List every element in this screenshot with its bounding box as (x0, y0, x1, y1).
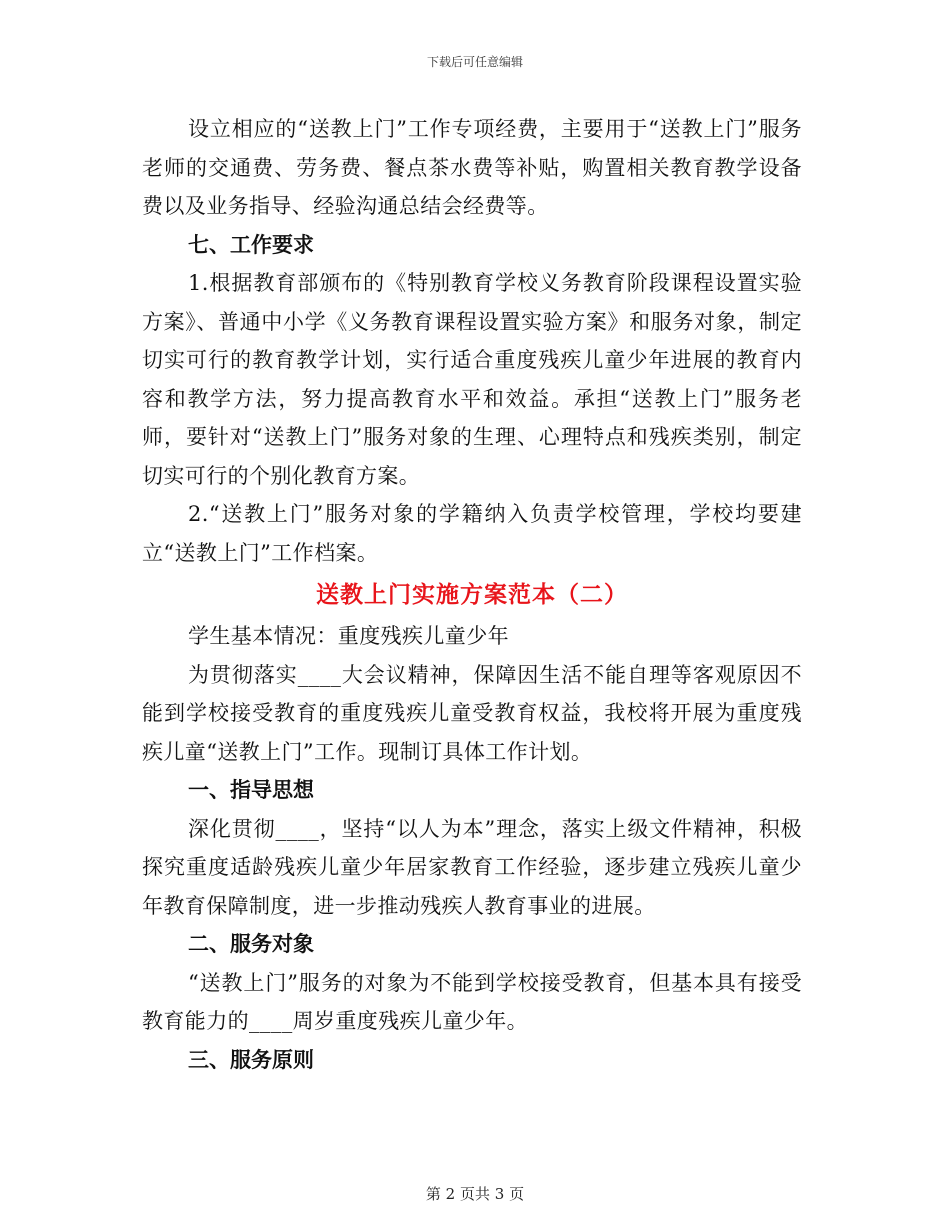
section-heading-service-targets: 二、服务对象 (188, 932, 314, 956)
paragraph-requirement-1: 1.根据教育部颁布的《特别教育学校义务教育阶段课程设置实验方案》、普通中小学《义务教育课程设置实验方案》和服务对象，制定切实可行的教育教学计划，实行适合重度残疾儿童少年进展的教育内容和教学方法，努力提高教育水平和效益。承担“送教上门”服务老师，要针对“送教上门”服务对象的生理、心理特点和残疾类别，制定切实可行的个别化教育方案。 (142, 271, 802, 488)
paragraph-service-targets: “送教上门”服务的对象为不能到学校接受教育，但基本具有接受教育能力的____周岁重度残疾儿童少年。 (142, 970, 802, 1033)
document-title: 送教上门实施方案范本（二） (316, 582, 628, 608)
document-body (142, 110, 802, 1079)
page-footer: 第 2 页共 3 页 (425, 1185, 525, 1203)
section-heading-service-principles: 三、服务原则 (188, 1047, 314, 1072)
paragraph-requirement-2: 2.“送教上门”服务对象的学籍纳入负责学校管理，学校均要建立“送教上门”工作档案。 (142, 502, 802, 565)
paragraph-guiding-ideology: 深化贯彻____，坚持“以人为本”理念，落实上级文件精神，积极探究重度适龄残疾儿童少年居家教育工作经验，逐步建立残疾儿童少年教育保障制度，进一步推动残疾人教育事业的进展。 (142, 816, 802, 918)
section-heading-guiding-ideology: 一、指导思想 (188, 778, 314, 802)
section-heading-work-requirements: 七、工作要求 (188, 232, 314, 257)
page-header: 下载后可任意编辑 (426, 55, 523, 69)
paragraph-funding: 设立相应的“送教上门”工作专项经费，主要用于“送教上门”服务老师的交通费、劳务费、餐点茶水费等补贴，购置相关教育教学设备费以及业务指导、经验沟通总结会经费等。 (142, 117, 802, 218)
paragraph-student-info: 学生基本情况：重度残疾儿童少年 (188, 624, 509, 648)
paragraph-intro: 为贯彻落实____大会议精神，保障因生活不能自理等客观原因不能到学校接受教育的重度残疾儿童受教育权益，我校将开展为重度残疾儿童“送教上门”工作。现制订具体工作计划。 (142, 662, 802, 764)
